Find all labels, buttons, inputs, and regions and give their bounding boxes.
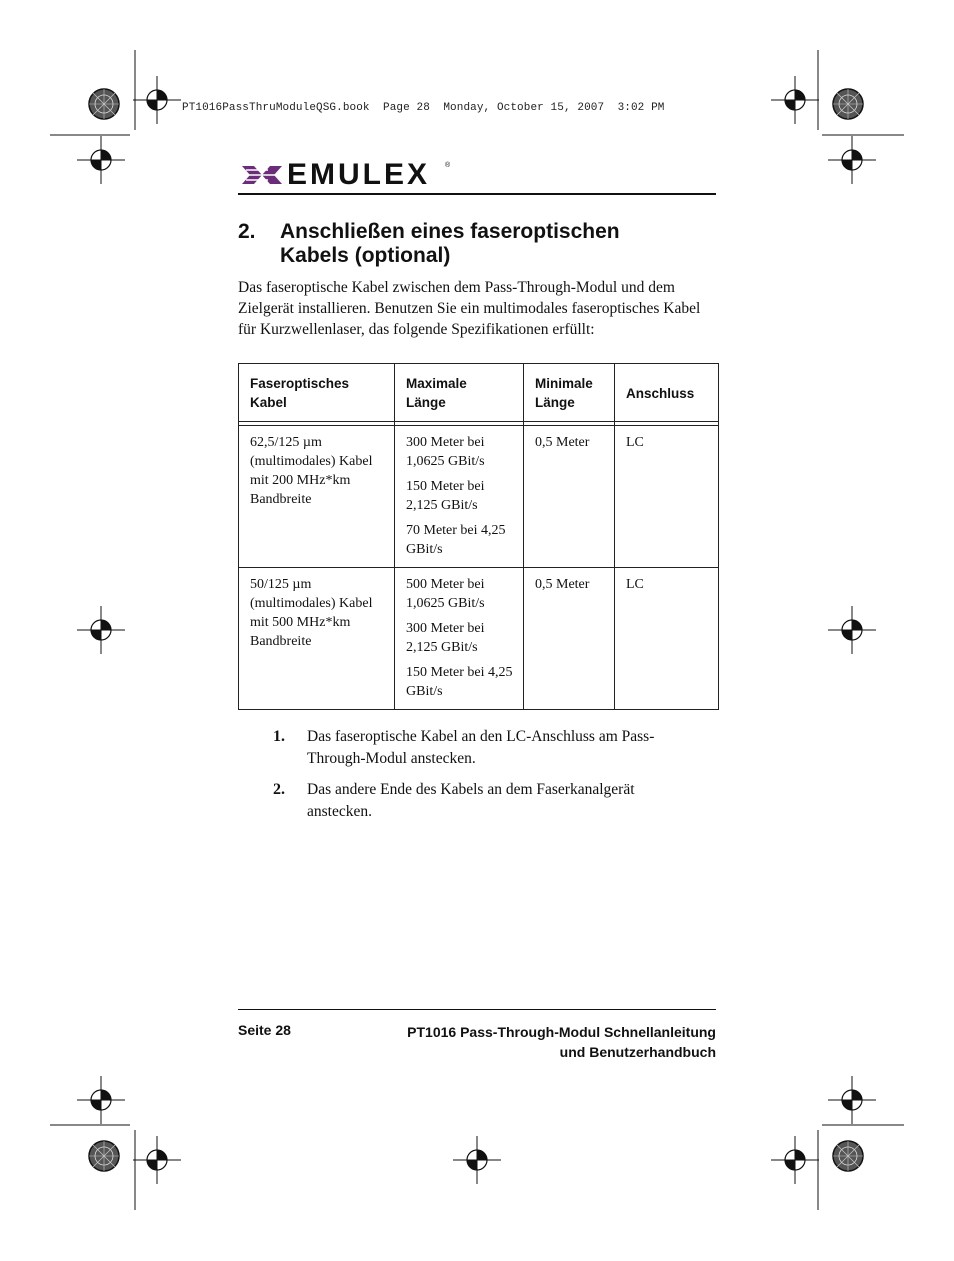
footer-page-number: Seite 28	[238, 1022, 291, 1038]
cell-cable: 62,5/125 µm (multimodales) Kabel mit 200 MHz*km Bandbreite	[239, 426, 395, 568]
header-min-length	[524, 364, 615, 422]
length-entry: 300 Meter bei 1,0625 GBit/s	[406, 435, 485, 469]
header-min-length-line1: Minimale	[535, 376, 593, 391]
header-max-length-line2: Länge	[406, 395, 446, 410]
table-header-row	[239, 364, 719, 422]
cell-connector: LC	[615, 426, 719, 568]
step-number: 1.	[273, 728, 285, 745]
footer-title	[360, 1022, 716, 1062]
registration-mark-bottom-center	[453, 1136, 501, 1184]
footer-rule	[238, 1009, 716, 1010]
step-list	[238, 726, 718, 832]
registration-mark-top-right	[771, 76, 876, 184]
cable-spec-table	[238, 363, 719, 710]
footer-title-line2: und Benutzerhandbuch	[559, 1044, 716, 1060]
logo-registered-mark: ®	[445, 162, 451, 169]
header-connector: Anschluss	[615, 364, 719, 422]
header-rule	[238, 193, 716, 195]
print-header: PT1016PassThruModuleQSG.book Page 28 Monday, October 15, 2007 3:02 PM	[182, 102, 665, 114]
logo-wordmark: EMULEX	[287, 158, 431, 191]
registration-mark-mid-left	[77, 606, 125, 654]
registration-mark-bottom-right	[771, 1076, 876, 1184]
footer-title-line1: PT1016 Pass-Through-Modul Schnellanleitung	[407, 1024, 716, 1040]
length-entry: 150 Meter bei 4,25 GBit/s	[406, 665, 513, 699]
header-cable-line2: Kabel	[250, 395, 287, 410]
section-number: 2.	[238, 220, 256, 243]
registration-mark-top-left	[77, 76, 181, 184]
length-entry: 500 Meter bei 1,0625 GBit/s	[406, 577, 485, 611]
registration-mark-mid-right	[828, 606, 876, 654]
step-item	[238, 779, 718, 823]
cell-max-length	[395, 568, 524, 710]
header-cable-line1: Faseroptisches	[250, 376, 350, 391]
step-item	[238, 726, 718, 770]
length-entry: 300 Meter bei 2,125 GBit/s	[406, 621, 485, 655]
registration-mark-bottom-left	[77, 1076, 181, 1184]
emulex-logo-icon	[240, 158, 284, 192]
step-text: Das faseroptische Kabel an den LC-Anschluss am Pass-Through-Modul anstecken.	[307, 728, 655, 767]
step-number: 2.	[273, 781, 285, 798]
header-max-length	[395, 364, 524, 422]
section-title-line2: Kabels (optional)	[280, 244, 451, 267]
header-max-length-line1: Maximale	[406, 376, 467, 391]
section-title-line1: Anschließen eines faseroptischen	[280, 220, 620, 243]
table-row	[239, 426, 719, 568]
cell-max-length	[395, 426, 524, 568]
header-min-length-line2: Länge	[535, 395, 575, 410]
length-entry: 70 Meter bei 4,25 GBit/s	[406, 523, 506, 557]
emulex-logo	[240, 158, 460, 192]
intro-paragraph: Das faseroptische Kabel zwischen dem Pass-Through-Modul und dem Zielgerät installieren. Benutzen Sie ein multimodales faseroptisches Kabel für Kurzwellenlaser, das folgende Spezifikationen erfüllt:	[238, 279, 701, 338]
header-cable	[239, 364, 395, 422]
cell-cable: 50/125 µm (multimodales) Kabel mit 500 MHz*km Bandbreite	[239, 568, 395, 710]
step-text: Das andere Ende des Kabels an dem Faserkanalgerät anstecken.	[307, 781, 635, 820]
cell-min-length: 0,5 Meter	[524, 426, 615, 568]
cell-connector: LC	[615, 568, 719, 710]
cell-min-length: 0,5 Meter	[524, 568, 615, 710]
table-row	[239, 568, 719, 710]
length-entry: 150 Meter bei 2,125 GBit/s	[406, 479, 485, 513]
